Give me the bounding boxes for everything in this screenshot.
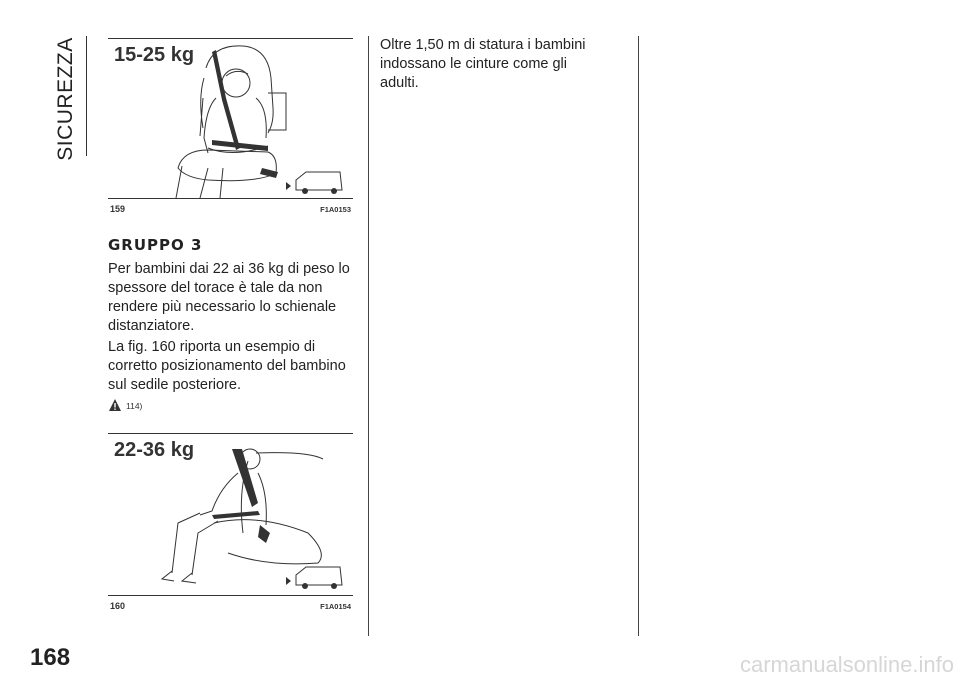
child-booster-seat-illustration (108, 38, 353, 198)
figure-159-title: 15-25 kg (114, 44, 195, 66)
page-number: 168 (30, 644, 71, 671)
figure-159-bottom-rule (108, 198, 353, 199)
right-column-paragraph: Oltre 1,50 m di statura i bambini indossano le cinture come gli adulti. (380, 37, 586, 91)
figure-159 (108, 38, 353, 216)
column-separator-right (638, 36, 639, 636)
group3-paragraph-1: Per bambini dai 22 ai 36 kg di peso lo spessore del torace è tale da non rendere più necessario lo schienale distanziatore. (108, 261, 350, 334)
figure-159-code: F1A0153 (320, 205, 351, 214)
group3-paragraph-2: La fig. 160 riporta un esempio di corretto posizionamento del bambino sul sedile posteriore. (108, 339, 346, 393)
figure-160-number: 160 (110, 601, 126, 611)
van-icon (286, 567, 342, 589)
figure-160-code: F1A0154 (320, 602, 351, 611)
warning-triangle-icon (108, 398, 122, 412)
watermark: carmanualsonline.info (739, 652, 954, 677)
column-separator-left (368, 36, 369, 636)
warning-reference-number: 114) (126, 401, 143, 411)
figure-160-bottom-rule (108, 595, 353, 596)
figure-160-title: 22-36 kg (114, 439, 195, 461)
figure-159-number: 159 (110, 204, 126, 214)
section-divider (86, 36, 87, 156)
section-label: SICUREZZA (54, 36, 77, 161)
figure-160 (108, 433, 353, 613)
child-seatbelt-illustration (108, 433, 353, 595)
group3-heading: GRUPPO 3 (108, 236, 203, 254)
van-icon (286, 172, 342, 194)
